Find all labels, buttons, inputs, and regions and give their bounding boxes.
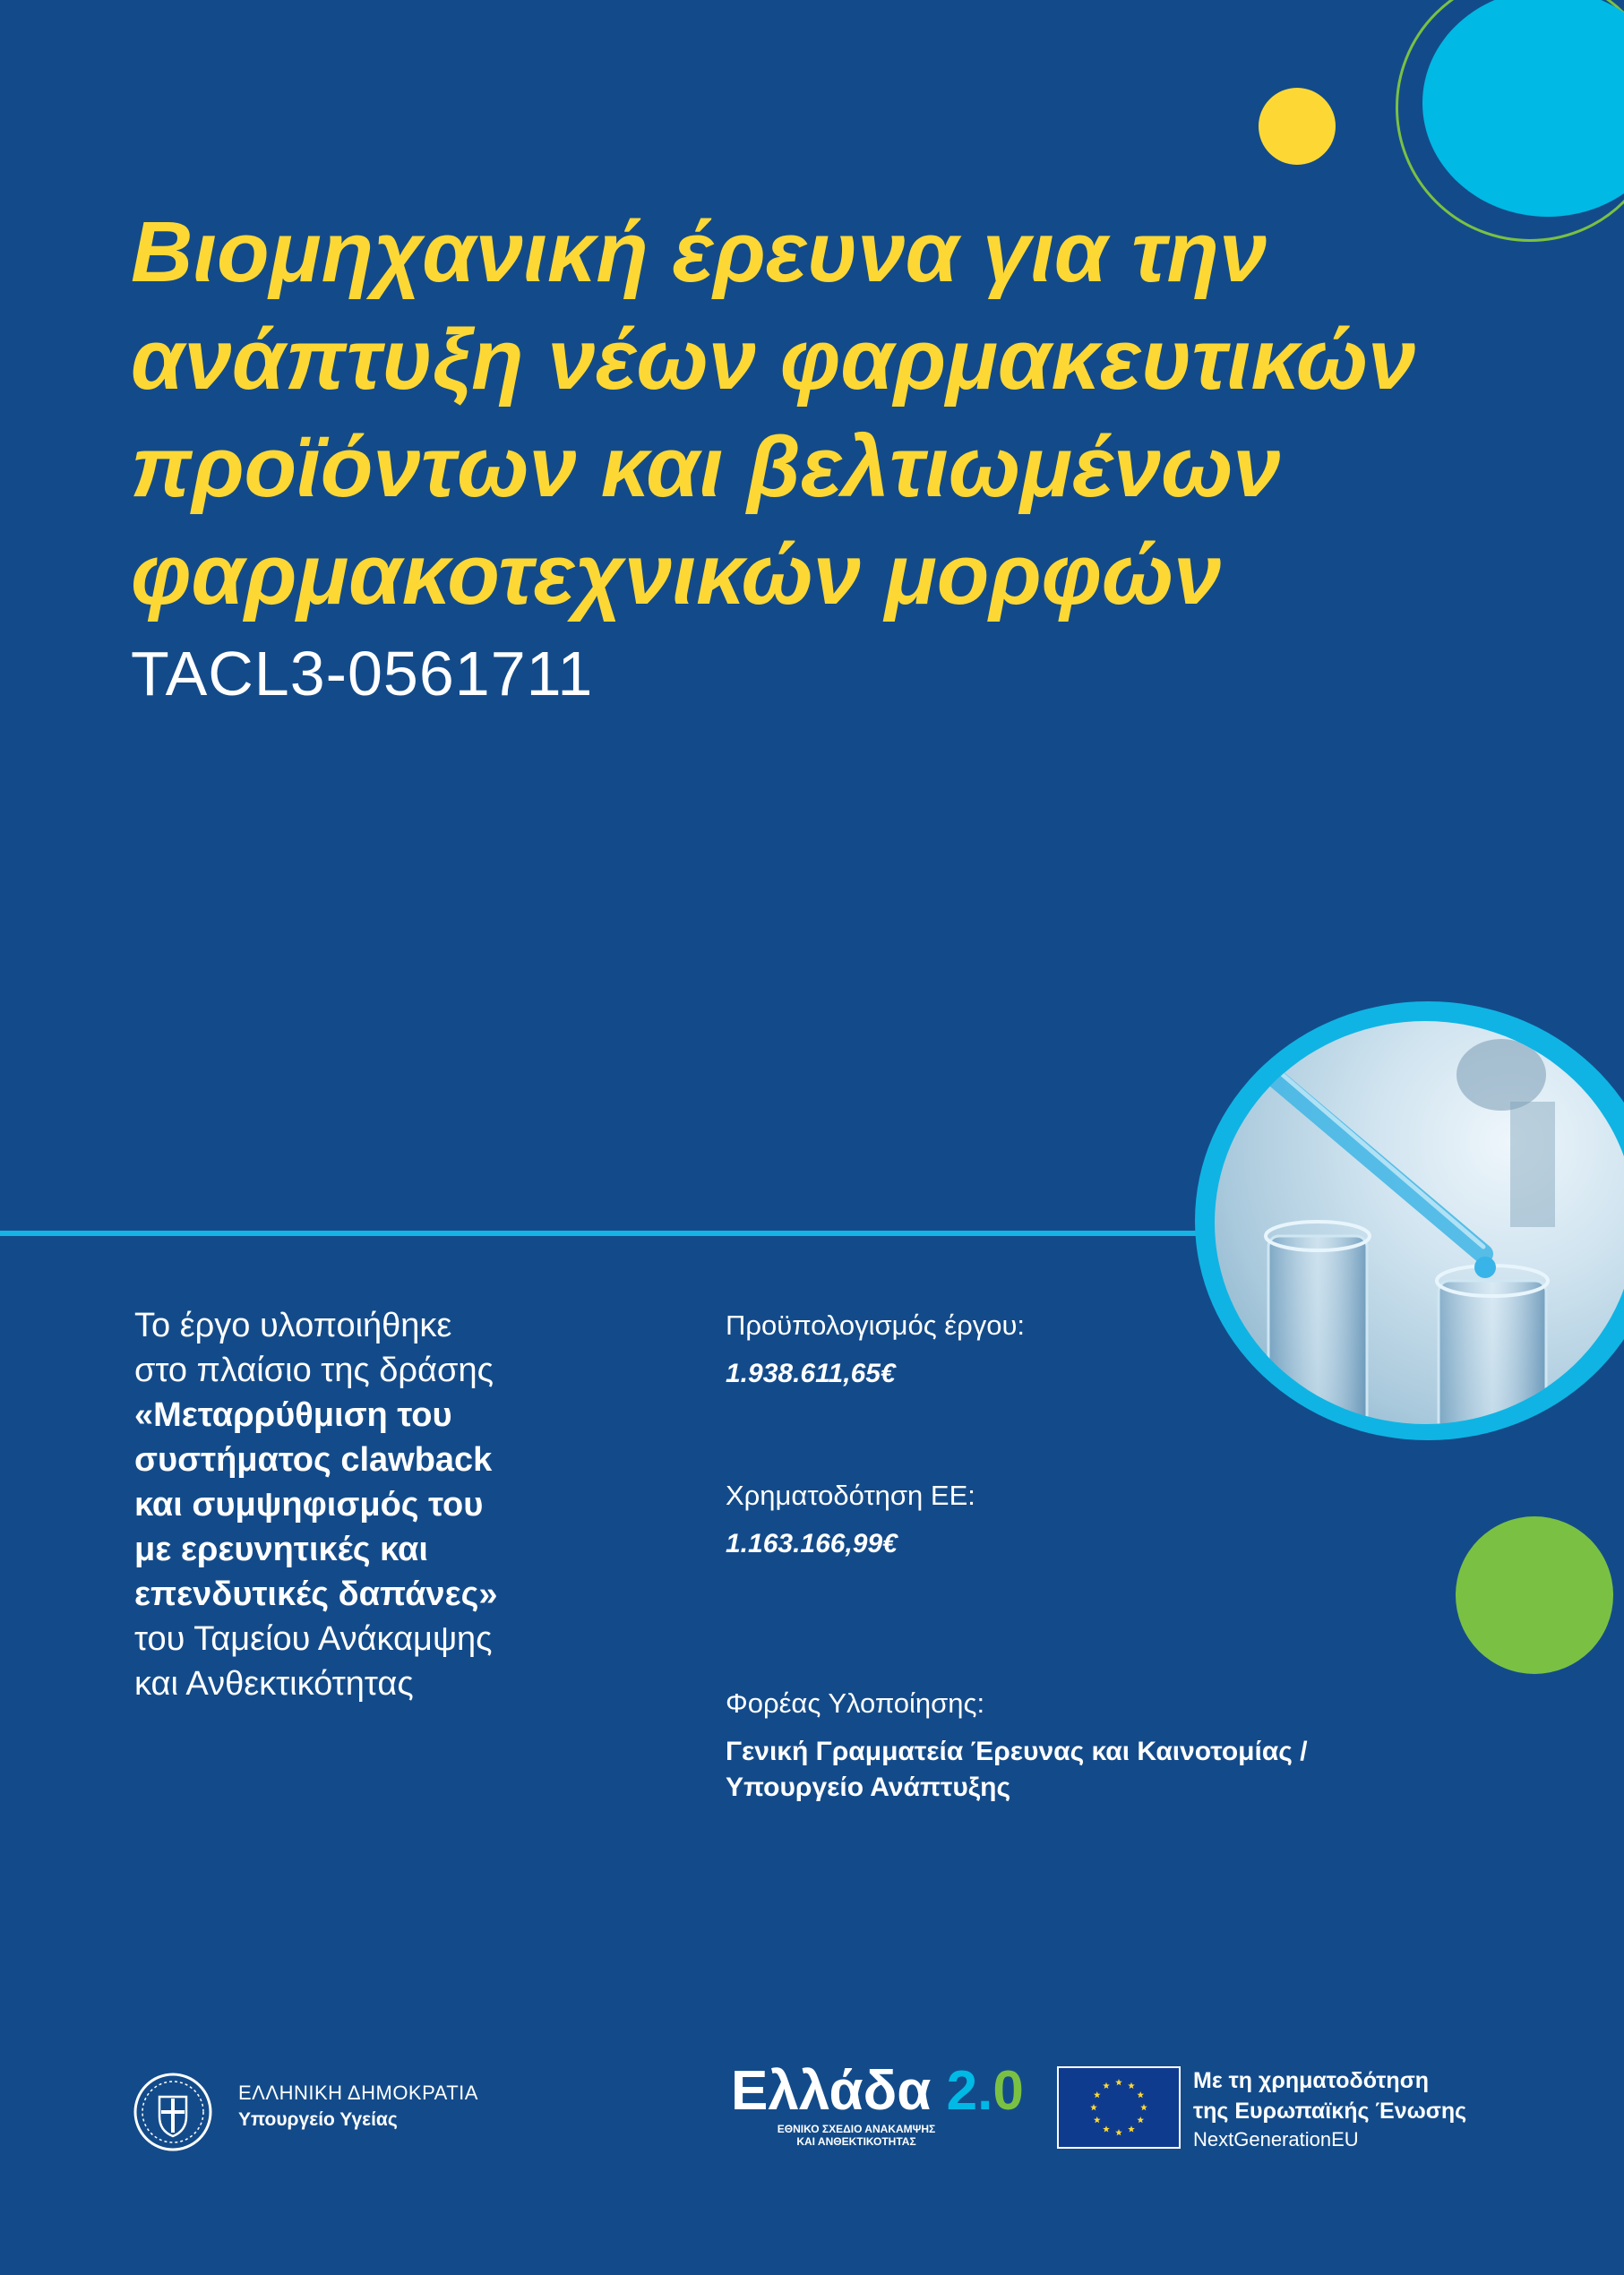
logo-subtitle: ΕΘΝΙΚΟ ΣΧΕΔΙΟ ΑΝΑΚΑΜΨΗΣ <box>777 2123 936 2135</box>
budget-value: 1.938.611,65€ <box>726 1359 896 1388</box>
title-line: φαρμακοτεχνικών μορφών <box>131 527 1222 622</box>
eu-star <box>1128 2125 1135 2132</box>
eu-star <box>1140 2104 1147 2110</box>
description-line: συστήματος clawback <box>134 1441 493 1479</box>
title-line: ανάπτυξη νέων φαρμακευτικών <box>131 312 1416 408</box>
eu-star <box>1128 2082 1135 2089</box>
eu-flag-icon <box>1057 2066 1181 2149</box>
implementer-value-line: Υπουργείο Ανάπτυξης <box>726 1773 1011 1802</box>
project-description <box>134 1303 600 1706</box>
eu-funding-block <box>726 1478 975 1562</box>
description-line: του Ταμείου Ανάκαμψης <box>134 1620 493 1658</box>
implementer-label: Φορέας Υλοποίησης: <box>726 1687 985 1719</box>
eu-credit-line: NextGenerationEU <box>1193 2128 1359 2151</box>
test-tubes-illustration <box>1215 1021 1624 1424</box>
eu-star <box>1103 2082 1110 2089</box>
eu-star <box>1094 2091 1101 2098</box>
eu-star <box>1137 2116 1144 2123</box>
decorative-green-circle <box>1456 1516 1613 1674</box>
eu-star <box>1103 2125 1110 2132</box>
description-line: και Ανθεκτικότητας <box>134 1665 414 1703</box>
eu-star <box>1090 2104 1097 2110</box>
divider-line <box>0 1231 1200 1236</box>
government-credit <box>238 2080 478 2133</box>
ministry-name: Υπουργείο Υγείας <box>238 2109 398 2130</box>
eu-funding-credit <box>1193 2065 1466 2153</box>
greece-2-0-logo <box>731 2060 1024 2148</box>
hellenic-republic-seal-icon <box>133 2072 213 2152</box>
decorative-yellow-circle <box>1259 88 1336 165</box>
logo-subtitle: ΚΑΙ ΑΝΘΕΚΤΙΚΟΤΗΤΑΣ <box>796 2135 916 2148</box>
project-code: TACL3-0561711 <box>131 639 594 708</box>
title-line: προϊόντων και βελτιωμένων <box>131 419 1281 515</box>
eu-credit-line: της Ευρωπαϊκής Ένωσης <box>1193 2099 1467 2124</box>
eu-star <box>1094 2116 1101 2123</box>
implementer-block <box>726 1686 1308 1806</box>
gov-name: ΕΛΛΗΝΙΚΗ ΔΗΜΟΚΡΑΤΙΑ <box>238 2082 478 2104</box>
title-line: Βιομηχανική έρευνα για την <box>131 204 1267 300</box>
description-line: στο πλαίσιο της δράσης <box>134 1352 494 1389</box>
lab-photo-image <box>1215 1021 1624 1424</box>
eu-star <box>1115 2079 1122 2085</box>
description-line: Το έργο υλοποιήθηκε <box>134 1307 452 1344</box>
eu-credit-line: Με τη χρηματοδότηση <box>1193 2068 1430 2093</box>
logo-number: 2. <box>946 2060 993 2122</box>
description-line: επενδυτικές δαπάνες» <box>134 1575 498 1613</box>
page-title <box>131 199 1528 629</box>
logo-word: Ελλάδα <box>731 2060 932 2122</box>
description-line: «Μεταρρύθμιση του <box>134 1396 452 1434</box>
eu-funding-label: Χρηματοδότηση ΕΕ: <box>726 1480 975 1511</box>
budget-label: Προϋπολογισμός έργου: <box>726 1309 1026 1341</box>
description-line: και συμψηφισμός του <box>134 1486 484 1524</box>
lab-photo <box>1195 1001 1624 1440</box>
budget-block <box>726 1308 1025 1392</box>
implementer-value-line: Γενική Γραμματεία Έρευνας και Καινοτομίας / <box>726 1737 1308 1766</box>
eu-funding-value: 1.163.166,99€ <box>726 1529 898 1558</box>
eu-star <box>1137 2091 1144 2098</box>
eu-stars-icon <box>1059 2068 1179 2147</box>
description-line: με ερευνητικές και <box>134 1531 428 1568</box>
eu-star <box>1115 2129 1122 2135</box>
logo-number-zero: 0 <box>992 2060 1024 2122</box>
